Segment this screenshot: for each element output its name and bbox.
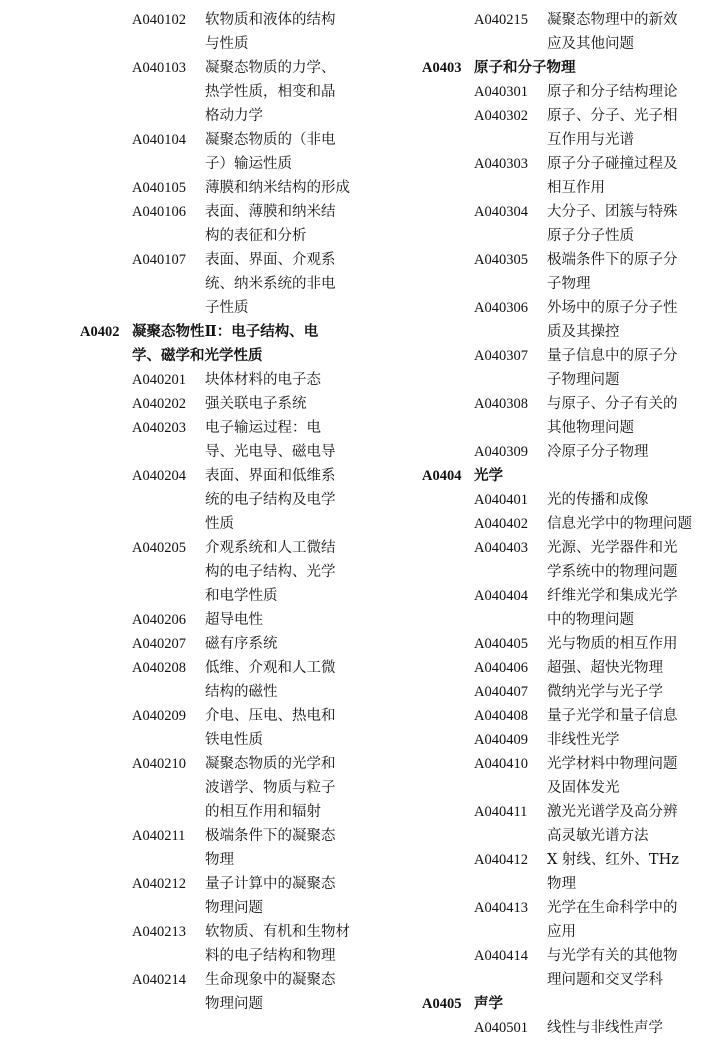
list-item: [132, 704, 360, 752]
entry-title-line: 凝聚态物理中的新效: [547, 12, 678, 28]
entry-title: [547, 440, 712, 464]
entry-code: A040208: [132, 660, 186, 676]
entry-title: [205, 176, 360, 200]
list-item: [474, 656, 712, 680]
entry-code: A040501: [474, 1020, 528, 1036]
entry-code: A040204: [132, 468, 186, 484]
entry-code: A040105: [132, 180, 186, 196]
entry-title-line: 应用: [547, 924, 576, 940]
entry-code: A040203: [132, 420, 186, 436]
list-item: [474, 728, 712, 752]
list-item: [132, 128, 360, 176]
list-item: [474, 248, 712, 296]
entry-title: [205, 704, 360, 752]
list-item: [132, 56, 360, 128]
list-item: [474, 80, 712, 104]
entry-title-line: 物理: [205, 852, 234, 868]
entry-title: [547, 512, 712, 536]
entry-code: A040307: [474, 348, 528, 364]
entry-title-line: 料的电子结构和物理: [205, 948, 336, 964]
entry-code: A040210: [132, 756, 186, 772]
entry-title-line: X 射线、红外、THz: [547, 852, 679, 868]
entry-title-line: 统、纳米系统的非电: [205, 276, 336, 292]
list-item: [474, 584, 712, 632]
entry-title-line: 相互作用: [547, 180, 605, 196]
entry-code: A040403: [474, 540, 528, 556]
entry-code: A040202: [132, 396, 186, 412]
entry-code: A040212: [132, 876, 186, 892]
list-item: [474, 680, 712, 704]
entry-title-line: 高灵敏光谱方法: [547, 828, 649, 844]
entry-code: A040211: [132, 828, 186, 844]
entry-title: [547, 800, 712, 848]
entry-code: A040102: [132, 12, 186, 28]
list-item: [132, 752, 360, 824]
entry-title-line: 线性与非线性声学: [547, 1020, 663, 1036]
entry-code: A040413: [474, 900, 528, 916]
section-heading: [422, 464, 712, 488]
entry-title-line: 凝聚态物质的光学和: [205, 756, 336, 772]
list-item: [132, 200, 360, 248]
entry-title-line: 子物理问题: [547, 372, 620, 388]
entry-title-line: 原子和分子物理: [474, 59, 576, 76]
entry-code: A040414: [474, 948, 528, 964]
left-column: [80, 8, 360, 1016]
entry-code: A040301: [474, 84, 528, 100]
entry-title: [547, 704, 712, 728]
entry-title: [547, 80, 712, 104]
entry-title-line: 波谱学、物质与粒子: [205, 780, 336, 796]
entry-code: A040306: [474, 300, 528, 316]
entry-title-line: 软物质和液体的结构: [205, 12, 336, 28]
entry-title-line: 纤维光学和集成光学: [547, 588, 678, 604]
entry-title-line: 与性质: [205, 36, 249, 52]
entry-title-line: 的相互作用和辐射: [205, 804, 321, 820]
entry-title-line: 热学性质，相变和晶: [205, 84, 336, 100]
entry-title: [547, 344, 712, 392]
entry-code: A040401: [474, 492, 528, 508]
list-item: [132, 248, 360, 320]
list-item: [132, 872, 360, 920]
list-item: [474, 800, 712, 848]
list-item: [474, 512, 712, 536]
list-item: [474, 488, 712, 512]
entry-title: [205, 8, 360, 56]
entry-title: [205, 416, 360, 464]
entry-title: [205, 392, 360, 416]
list-item: [132, 968, 360, 1016]
entry-title: [547, 200, 712, 248]
entry-title: [205, 608, 360, 632]
entry-code: A0404: [422, 468, 462, 484]
entry-code: A040308: [474, 396, 528, 412]
entry-title-line: 光学在生命科学中的: [547, 900, 678, 916]
entry-title: [474, 992, 712, 1016]
entry-title-line: 结构的磁性: [205, 684, 278, 700]
entry-title: [205, 248, 360, 320]
list-item: [474, 392, 712, 440]
entry-title-line: 软物质、有机和生物材: [205, 924, 350, 940]
entry-title: [547, 1016, 712, 1040]
list-item: [474, 896, 712, 944]
entry-code: A040213: [132, 924, 186, 940]
entry-code: A040411: [474, 804, 528, 820]
entry-code: A040405: [474, 636, 528, 652]
entry-code: A040209: [132, 708, 186, 724]
right-column: [422, 8, 712, 1040]
entry-title-line: 外场中的原子分子性: [547, 300, 678, 316]
list-item: [132, 416, 360, 464]
entry-code: A040304: [474, 204, 528, 220]
list-item: [474, 944, 712, 992]
list-item: [474, 752, 712, 800]
entry-title: [205, 824, 360, 872]
entry-title-line: 光的传播和成像: [547, 492, 649, 508]
entry-title-line: 量子计算中的凝聚态: [205, 876, 336, 892]
entry-title-line: 光学材料中物理问题: [547, 756, 678, 772]
entry-code: A040402: [474, 516, 528, 532]
entry-title-line: 原子分子碰撞过程及: [547, 156, 678, 172]
entry-title: [547, 536, 712, 584]
entry-code: A040309: [474, 444, 528, 460]
entry-title: [547, 632, 712, 656]
entry-title: [205, 872, 360, 920]
entry-title-line: 介电、压电、热电和: [205, 708, 336, 724]
entry-title-line: 统的电子结构及电学: [205, 492, 336, 508]
list-item: [474, 536, 712, 584]
entry-code: A040104: [132, 132, 186, 148]
entry-code: A0402: [80, 324, 120, 340]
entry-code: A040407: [474, 684, 528, 700]
entry-title-line: 表面、界面、介观系: [205, 252, 336, 268]
entry-title-line: 薄膜和纳米结构的形成: [205, 180, 350, 196]
entry-title: [205, 368, 360, 392]
list-item: [474, 104, 712, 152]
entry-title-line: 其他物理问题: [547, 420, 634, 436]
entry-code: A040207: [132, 636, 186, 652]
entry-title-line: 极端条件下的凝聚态: [205, 828, 336, 844]
entry-title-line: 物理问题: [205, 996, 263, 1012]
entry-title-line: 与光学有关的其他物: [547, 948, 678, 964]
entry-title: [205, 632, 360, 656]
entry-title: [547, 728, 712, 752]
entry-title-line: 子）输运性质: [205, 156, 292, 172]
list-item: [474, 344, 712, 392]
entry-title-line: 导、光电导、磁电导: [205, 444, 336, 460]
entry-title-line: 电子输运过程：电: [205, 420, 321, 436]
list-item: [132, 8, 360, 56]
entry-title: [205, 128, 360, 176]
entry-title-line: 中的物理问题: [547, 612, 634, 628]
list-item: [132, 392, 360, 416]
entry-title-line: 性质: [205, 516, 234, 532]
entry-title: [474, 464, 712, 488]
entry-code: A0403: [422, 60, 462, 76]
entry-title: [547, 680, 712, 704]
entry-title: [547, 584, 712, 632]
entry-title: [205, 656, 360, 704]
entry-code: A040409: [474, 732, 528, 748]
entry-title-line: 凝聚态物质的力学、: [205, 60, 336, 76]
entry-title: [205, 464, 360, 536]
entry-code: A040412: [474, 852, 528, 868]
entry-title-line: 介观系统和人工微结: [205, 540, 336, 556]
entry-code: A040215: [474, 12, 528, 28]
entry-title-line: 构的电子结构、光学: [205, 564, 336, 580]
entry-code: A040214: [132, 972, 186, 988]
list-item: [132, 176, 360, 200]
entry-code: A040106: [132, 204, 186, 220]
entry-code: A040205: [132, 540, 186, 556]
entry-title-line: 原子和分子结构理论: [547, 84, 678, 100]
entry-title: [205, 536, 360, 608]
entry-title: [547, 8, 712, 56]
list-item: [474, 632, 712, 656]
entry-title-line: 低维、介观和人工微: [205, 660, 336, 676]
entry-title-line: 与原子、分子有关的: [547, 396, 678, 412]
entry-title-line: 块体材料的电子态: [205, 372, 321, 388]
entry-code: A0405: [422, 996, 462, 1012]
entry-title-line: 磁有序系统: [205, 636, 278, 652]
entry-title-line: 学、磁学和光学性质: [132, 347, 263, 364]
entry-title-line: 理问题和交叉学科: [547, 972, 663, 988]
entry-title-line: 质及其操控: [547, 324, 620, 340]
entry-title: [205, 200, 360, 248]
list-item: [132, 464, 360, 536]
entry-title-line: 互作用与光谱: [547, 132, 634, 148]
list-item: [132, 368, 360, 392]
section-heading: [80, 320, 360, 368]
entry-title: [547, 848, 712, 896]
entry-title-line: 子物理: [547, 276, 591, 292]
entry-title-line: 非线性光学: [547, 732, 620, 748]
list-item: [132, 824, 360, 872]
entry-title: [547, 752, 712, 800]
entry-title-line: 光学: [474, 467, 503, 484]
entry-title-line: 凝聚态物质的（非电: [205, 132, 336, 148]
list-item: [474, 440, 712, 464]
list-item: [474, 848, 712, 896]
entry-title: [205, 968, 360, 1016]
entry-title: [547, 104, 712, 152]
entry-title-line: 光源、光学器件和光: [547, 540, 678, 556]
entry-title-line: 原子、分子、光子相: [547, 108, 678, 124]
entry-code: A040303: [474, 156, 528, 172]
entry-code: A040305: [474, 252, 528, 268]
entry-title-line: 和电学性质: [205, 588, 278, 604]
entry-code: A040107: [132, 252, 186, 268]
entry-title-line: 量子光学和量子信息: [547, 708, 678, 724]
entry-code: A040201: [132, 372, 186, 388]
entry-title-line: 大分子、团簇与特殊: [547, 204, 678, 220]
entry-title-line: 构的表征和分析: [205, 228, 307, 244]
entry-code: A040404: [474, 588, 528, 604]
entry-title: [547, 152, 712, 200]
entry-title-line: 极端条件下的原子分: [547, 252, 678, 268]
entry-title-line: 铁电性质: [205, 732, 263, 748]
entry-title: [547, 944, 712, 992]
list-item: [132, 536, 360, 608]
list-item: [474, 704, 712, 728]
entry-title: [205, 920, 360, 968]
section-heading: [422, 992, 712, 1016]
entry-title-line: 物理: [547, 876, 576, 892]
entry-title: [547, 896, 712, 944]
entry-title-line: 超强、超快光物理: [547, 660, 663, 676]
entry-title-line: 凝聚态物性Ⅱ：电子结构、电: [132, 323, 319, 340]
entry-title-line: 物理问题: [205, 900, 263, 916]
section-heading: [422, 56, 712, 80]
entry-title-line: 学系统中的物理问题: [547, 564, 678, 580]
entry-title-line: 强关联电子系统: [205, 396, 307, 412]
entry-title-line: 超导电性: [205, 612, 263, 628]
entry-title-line: 光与物质的相互作用: [547, 636, 678, 652]
entry-code: A040408: [474, 708, 528, 724]
entry-title: [547, 248, 712, 296]
entry-title-line: 应及其他问题: [547, 36, 634, 52]
entry-code: A040410: [474, 756, 528, 772]
entry-title-line: 声学: [474, 995, 503, 1012]
entry-code: A040103: [132, 60, 186, 76]
entry-title-line: 表面、界面和低维系: [205, 468, 336, 484]
entry-title-line: 量子信息中的原子分: [547, 348, 678, 364]
list-item: [132, 632, 360, 656]
entry-code: A040206: [132, 612, 186, 628]
entry-title: [547, 656, 712, 680]
entry-title: [132, 320, 360, 368]
entry-title: [547, 392, 712, 440]
list-item: [132, 608, 360, 632]
entry-title: [547, 296, 712, 344]
list-item: [474, 8, 712, 56]
list-item: [474, 152, 712, 200]
entry-title-line: 冷原子分子物理: [547, 444, 649, 460]
entry-title-line: 格动力学: [205, 108, 263, 124]
entry-title: [205, 56, 360, 128]
list-item: [132, 920, 360, 968]
entry-title-line: 生命现象中的凝聚态: [205, 972, 336, 988]
entry-title: [547, 488, 712, 512]
entry-title-line: 激光光谱学及高分辨: [547, 804, 678, 820]
list-item: [474, 1016, 712, 1040]
entry-code: A040302: [474, 108, 528, 124]
entry-title: [205, 752, 360, 824]
list-item: [474, 200, 712, 248]
entry-title-line: 及固体发光: [547, 780, 620, 796]
entry-title-line: 信息光学中的物理问题: [547, 516, 692, 532]
list-item: [132, 656, 360, 704]
entry-title-line: 表面、薄膜和纳米结: [205, 204, 336, 220]
list-item: [474, 296, 712, 344]
entry-title-line: 子性质: [205, 300, 249, 316]
entry-title-line: 原子分子性质: [547, 228, 634, 244]
entry-title-line: 微纳光学与光子学: [547, 684, 663, 700]
entry-title: [474, 56, 712, 80]
entry-code: A040406: [474, 660, 528, 676]
